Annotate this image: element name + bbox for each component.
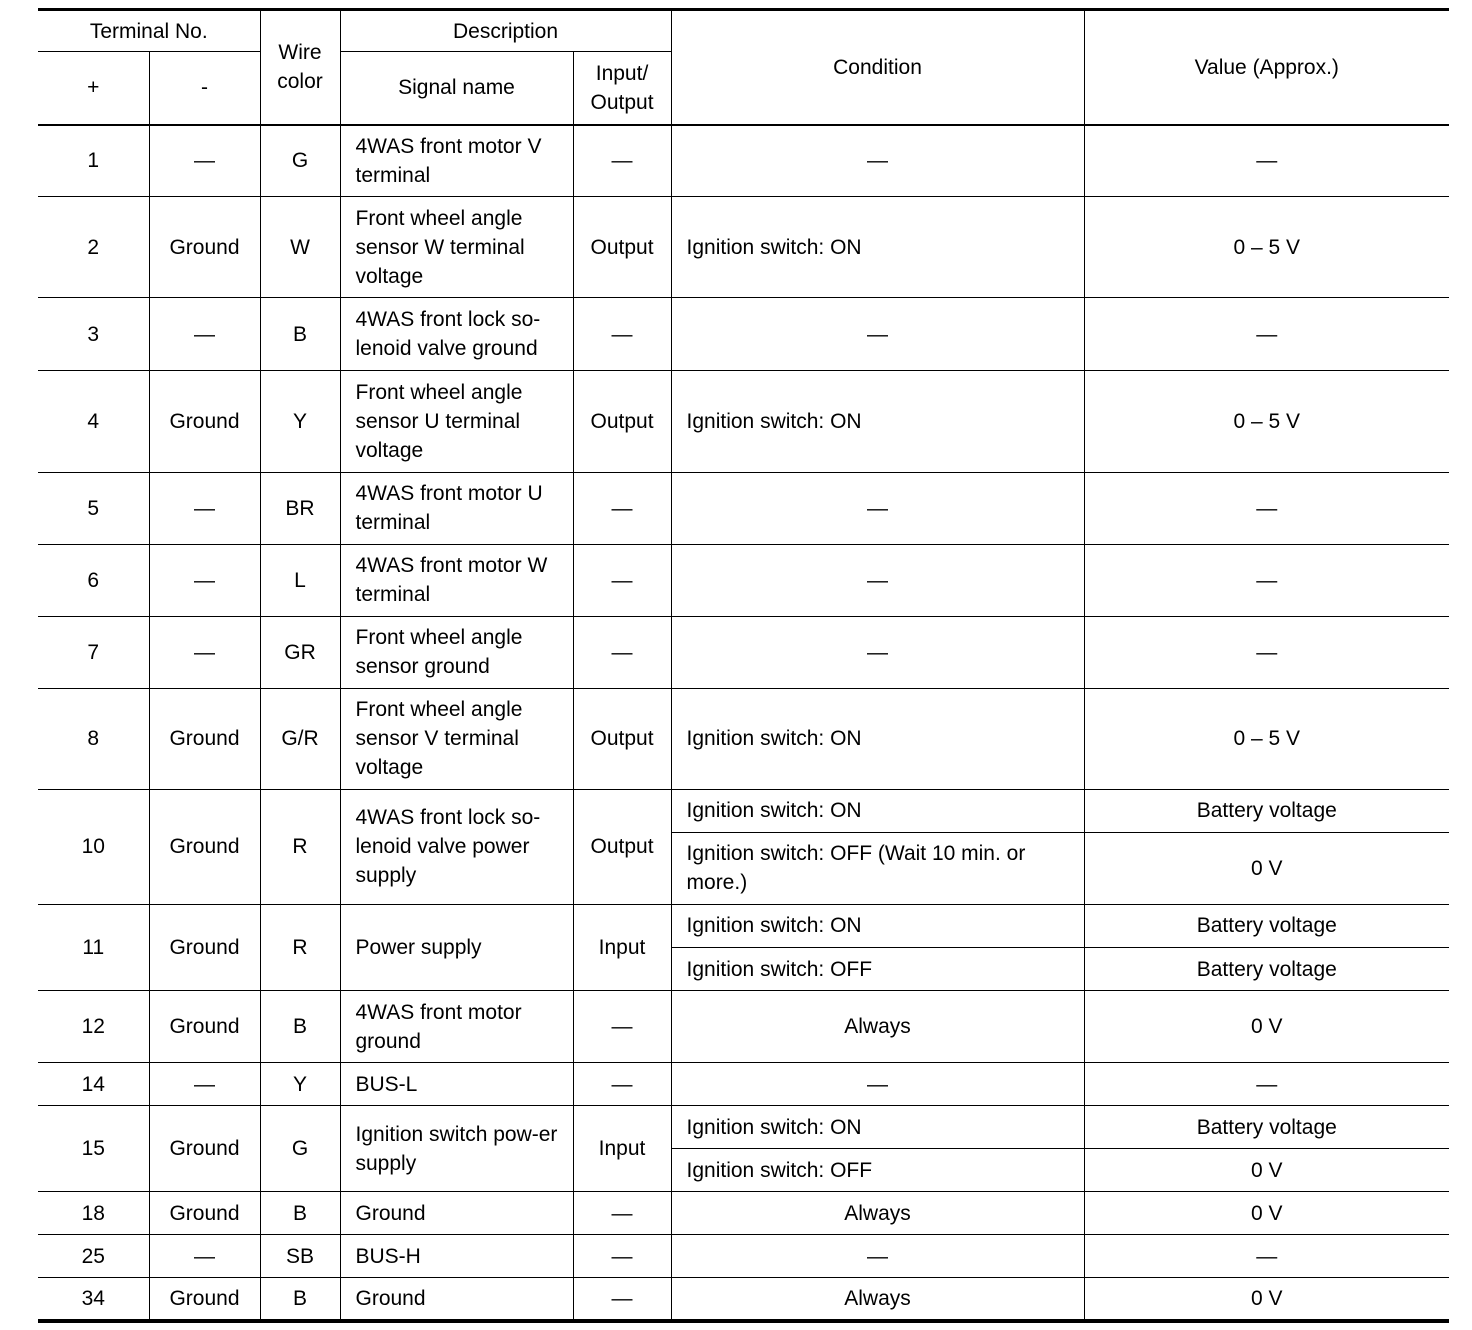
terminal-minus: — [149, 125, 260, 197]
table-row [38, 298, 1449, 371]
table-row [38, 1063, 1449, 1106]
value: — [1084, 298, 1449, 371]
terminal-minus: — [149, 616, 260, 688]
input-output: — [573, 298, 671, 371]
wire-color: B [260, 1278, 340, 1321]
header-description: Description [340, 10, 671, 52]
header-minus: - [149, 52, 260, 125]
condition: — [671, 1235, 1084, 1278]
condition: Ignition switch: OFF (Wait 10 min. or more.) [671, 832, 1084, 904]
header-input-output: Input/ Output [573, 52, 671, 125]
condition: Ignition switch: ON [671, 197, 1084, 298]
value: 0 – 5 V [1084, 371, 1449, 472]
condition: Ignition switch: ON [671, 688, 1084, 789]
header-signal-name: Signal name [340, 52, 573, 125]
wire-color: G [260, 125, 340, 197]
terminal-minus: — [149, 544, 260, 616]
value: 0 V [1084, 1149, 1449, 1192]
signal-name: Front wheel angle sensor W terminal voltage [340, 197, 573, 298]
table-row [38, 1235, 1449, 1278]
value: 0 V [1084, 832, 1449, 904]
signal-name: 4WAS front motor U terminal [340, 472, 573, 544]
terminal-minus: Ground [149, 688, 260, 789]
input-output: Output [573, 688, 671, 789]
condition: Ignition switch: ON [671, 789, 1084, 832]
table-row [38, 125, 1449, 197]
condition: — [671, 544, 1084, 616]
wire-color: GR [260, 616, 340, 688]
terminal-plus: 15 [38, 1106, 149, 1192]
terminal-plus: 18 [38, 1192, 149, 1235]
condition: Ignition switch: OFF [671, 948, 1084, 991]
input-output: — [573, 1192, 671, 1235]
wire-color: SB [260, 1235, 340, 1278]
condition: Always [671, 991, 1084, 1063]
terminal-plus: 3 [38, 298, 149, 371]
terminal-plus: 4 [38, 371, 149, 472]
terminal-minus: — [149, 472, 260, 544]
table-row [38, 1192, 1449, 1235]
table-row [38, 197, 1449, 298]
value: 0 – 5 V [1084, 688, 1449, 789]
condition: Always [671, 1278, 1084, 1321]
signal-name: Power supply [340, 904, 573, 990]
value: — [1084, 1235, 1449, 1278]
table-row [38, 616, 1449, 688]
terminal-minus: Ground [149, 904, 260, 990]
table-row [38, 991, 1449, 1063]
input-output: — [573, 472, 671, 544]
terminal-plus: 34 [38, 1278, 149, 1321]
terminal-table [38, 8, 1449, 1323]
value: — [1084, 1063, 1449, 1106]
signal-name: 4WAS front motor ground [340, 991, 573, 1063]
terminal-minus: Ground [149, 1106, 260, 1192]
table-row [38, 688, 1449, 789]
value: — [1084, 544, 1449, 616]
wire-color: B [260, 991, 340, 1063]
value: — [1084, 616, 1449, 688]
terminal-minus: — [149, 1063, 260, 1106]
condition: Ignition switch: ON [671, 371, 1084, 472]
condition: — [671, 616, 1084, 688]
value: Battery voltage [1084, 1106, 1449, 1149]
table-row [38, 1278, 1449, 1321]
terminal-plus: 10 [38, 789, 149, 904]
wire-color: B [260, 298, 340, 371]
table-row [38, 789, 1449, 832]
input-output: — [573, 1235, 671, 1278]
value: — [1084, 472, 1449, 544]
value: — [1084, 125, 1449, 197]
signal-name: Ignition switch pow-er supply [340, 1106, 573, 1192]
terminal-minus: Ground [149, 1192, 260, 1235]
terminal-plus: 6 [38, 544, 149, 616]
terminal-minus: — [149, 298, 260, 371]
signal-name: Front wheel angle sensor U terminal voltage [340, 371, 573, 472]
terminal-minus: Ground [149, 197, 260, 298]
condition: Ignition switch: OFF [671, 1149, 1084, 1192]
input-output: Output [573, 371, 671, 472]
terminal-plus: 2 [38, 197, 149, 298]
value: 0 V [1084, 1278, 1449, 1321]
input-output: — [573, 616, 671, 688]
header-value: Value (Approx.) [1084, 10, 1449, 125]
condition: Always [671, 1192, 1084, 1235]
wire-color: Y [260, 1063, 340, 1106]
signal-name: Ground [340, 1278, 573, 1321]
wire-color: W [260, 197, 340, 298]
header-wire-color: Wire color [260, 10, 340, 125]
wire-color: B [260, 1192, 340, 1235]
terminal-minus: — [149, 1235, 260, 1278]
signal-name: 4WAS front motor V terminal [340, 125, 573, 197]
input-output: — [573, 125, 671, 197]
table-row [38, 472, 1449, 544]
terminal-minus: Ground [149, 991, 260, 1063]
value: Battery voltage [1084, 948, 1449, 991]
wire-color: L [260, 544, 340, 616]
condition: Ignition switch: ON [671, 1106, 1084, 1149]
header-condition: Condition [671, 10, 1084, 125]
wire-color: G/R [260, 688, 340, 789]
input-output: — [573, 1278, 671, 1321]
input-output: — [573, 991, 671, 1063]
wire-color: G [260, 1106, 340, 1192]
table-row [38, 371, 1449, 472]
input-output: Output [573, 197, 671, 298]
wire-color: R [260, 904, 340, 990]
terminal-minus: Ground [149, 1278, 260, 1321]
signal-name: BUS-H [340, 1235, 573, 1278]
condition: — [671, 1063, 1084, 1106]
signal-name: 4WAS front lock so-lenoid valve ground [340, 298, 573, 371]
signal-name: Front wheel angle sensor ground [340, 616, 573, 688]
value: 0 V [1084, 1192, 1449, 1235]
table-row [38, 544, 1449, 616]
wire-color: BR [260, 472, 340, 544]
signal-name: Front wheel angle sensor V terminal voltage [340, 688, 573, 789]
terminal-plus: 8 [38, 688, 149, 789]
wire-color: R [260, 789, 340, 904]
signal-name: Ground [340, 1192, 573, 1235]
table-row [38, 1106, 1449, 1149]
value: Battery voltage [1084, 904, 1449, 947]
header-terminal-no: Terminal No. [38, 10, 260, 52]
input-output: — [573, 1063, 671, 1106]
input-output: — [573, 544, 671, 616]
terminal-plus: 14 [38, 1063, 149, 1106]
value: Battery voltage [1084, 789, 1449, 832]
signal-name: 4WAS front motor W terminal [340, 544, 573, 616]
condition: — [671, 298, 1084, 371]
value: 0 – 5 V [1084, 197, 1449, 298]
signal-name: 4WAS front lock so-lenoid valve power supply [340, 789, 573, 904]
condition: — [671, 125, 1084, 197]
table-row [38, 904, 1449, 947]
condition: — [671, 472, 1084, 544]
input-output: Output [573, 789, 671, 904]
terminal-plus: 5 [38, 472, 149, 544]
header-plus: + [38, 52, 149, 125]
condition: Ignition switch: ON [671, 904, 1084, 947]
terminal-plus: 11 [38, 904, 149, 990]
value: 0 V [1084, 991, 1449, 1063]
terminal-plus: 25 [38, 1235, 149, 1278]
wire-color: Y [260, 371, 340, 472]
terminal-minus: Ground [149, 371, 260, 472]
terminal-plus: 12 [38, 991, 149, 1063]
terminal-plus: 7 [38, 616, 149, 688]
input-output: Input [573, 1106, 671, 1192]
terminal-plus: 1 [38, 125, 149, 197]
signal-name: BUS-L [340, 1063, 573, 1106]
terminal-minus: Ground [149, 789, 260, 904]
input-output: Input [573, 904, 671, 990]
